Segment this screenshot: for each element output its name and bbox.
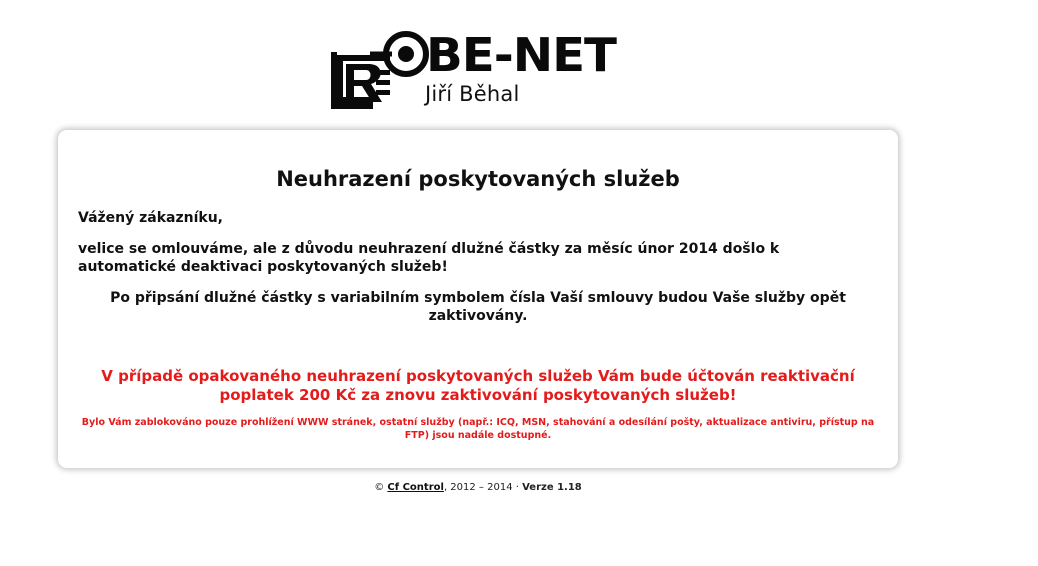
notice-card (58, 130, 898, 468)
version-label: Verze 1.18 (522, 482, 582, 493)
deactivation-message: velice se omlouváme, ale z důvodu neuhrazení dlužné částky za měsíc únor 2014 došlo k automatické deaktivaci poskytovaných služeb! (78, 241, 780, 275)
reactivation-fee-warning: V případě opakovaného neuhrazení poskytovaných služeb Vám bude účtován reaktivační poplatek 200 Kč za znovu zaktivování poskytovaných služeb! (101, 367, 855, 404)
footer (0, 482, 956, 493)
reactivation-message: Po připsání dlužné částky s variabilním symbolem čísla Vaší smlouvy budou Vaše služby opět zaktivovány. (110, 290, 846, 324)
blocked-services-note: Bylo Vám zablokováno pouze prohlížení WWW stránek, ostatní služby (např.: ICQ, MSN, stahování a odesílání pošty, aktualizace antiviru, přístup na FTP) jsou nadále dostupné. (81, 417, 875, 441)
company-logo (330, 24, 630, 114)
logo-sub-text: Jiří Běhal (425, 82, 520, 106)
copyright-symbol: © (374, 482, 385, 493)
footer-years: , 2012 – 2014 · (443, 482, 523, 493)
greeting-text: Vážený zákazníku, (78, 210, 223, 226)
logo-main-text: BE-NET (426, 28, 616, 82)
cf-control-link[interactable]: Cf Control (387, 482, 444, 493)
page-title: Neuhrazení poskytovaných služeb (276, 167, 680, 191)
